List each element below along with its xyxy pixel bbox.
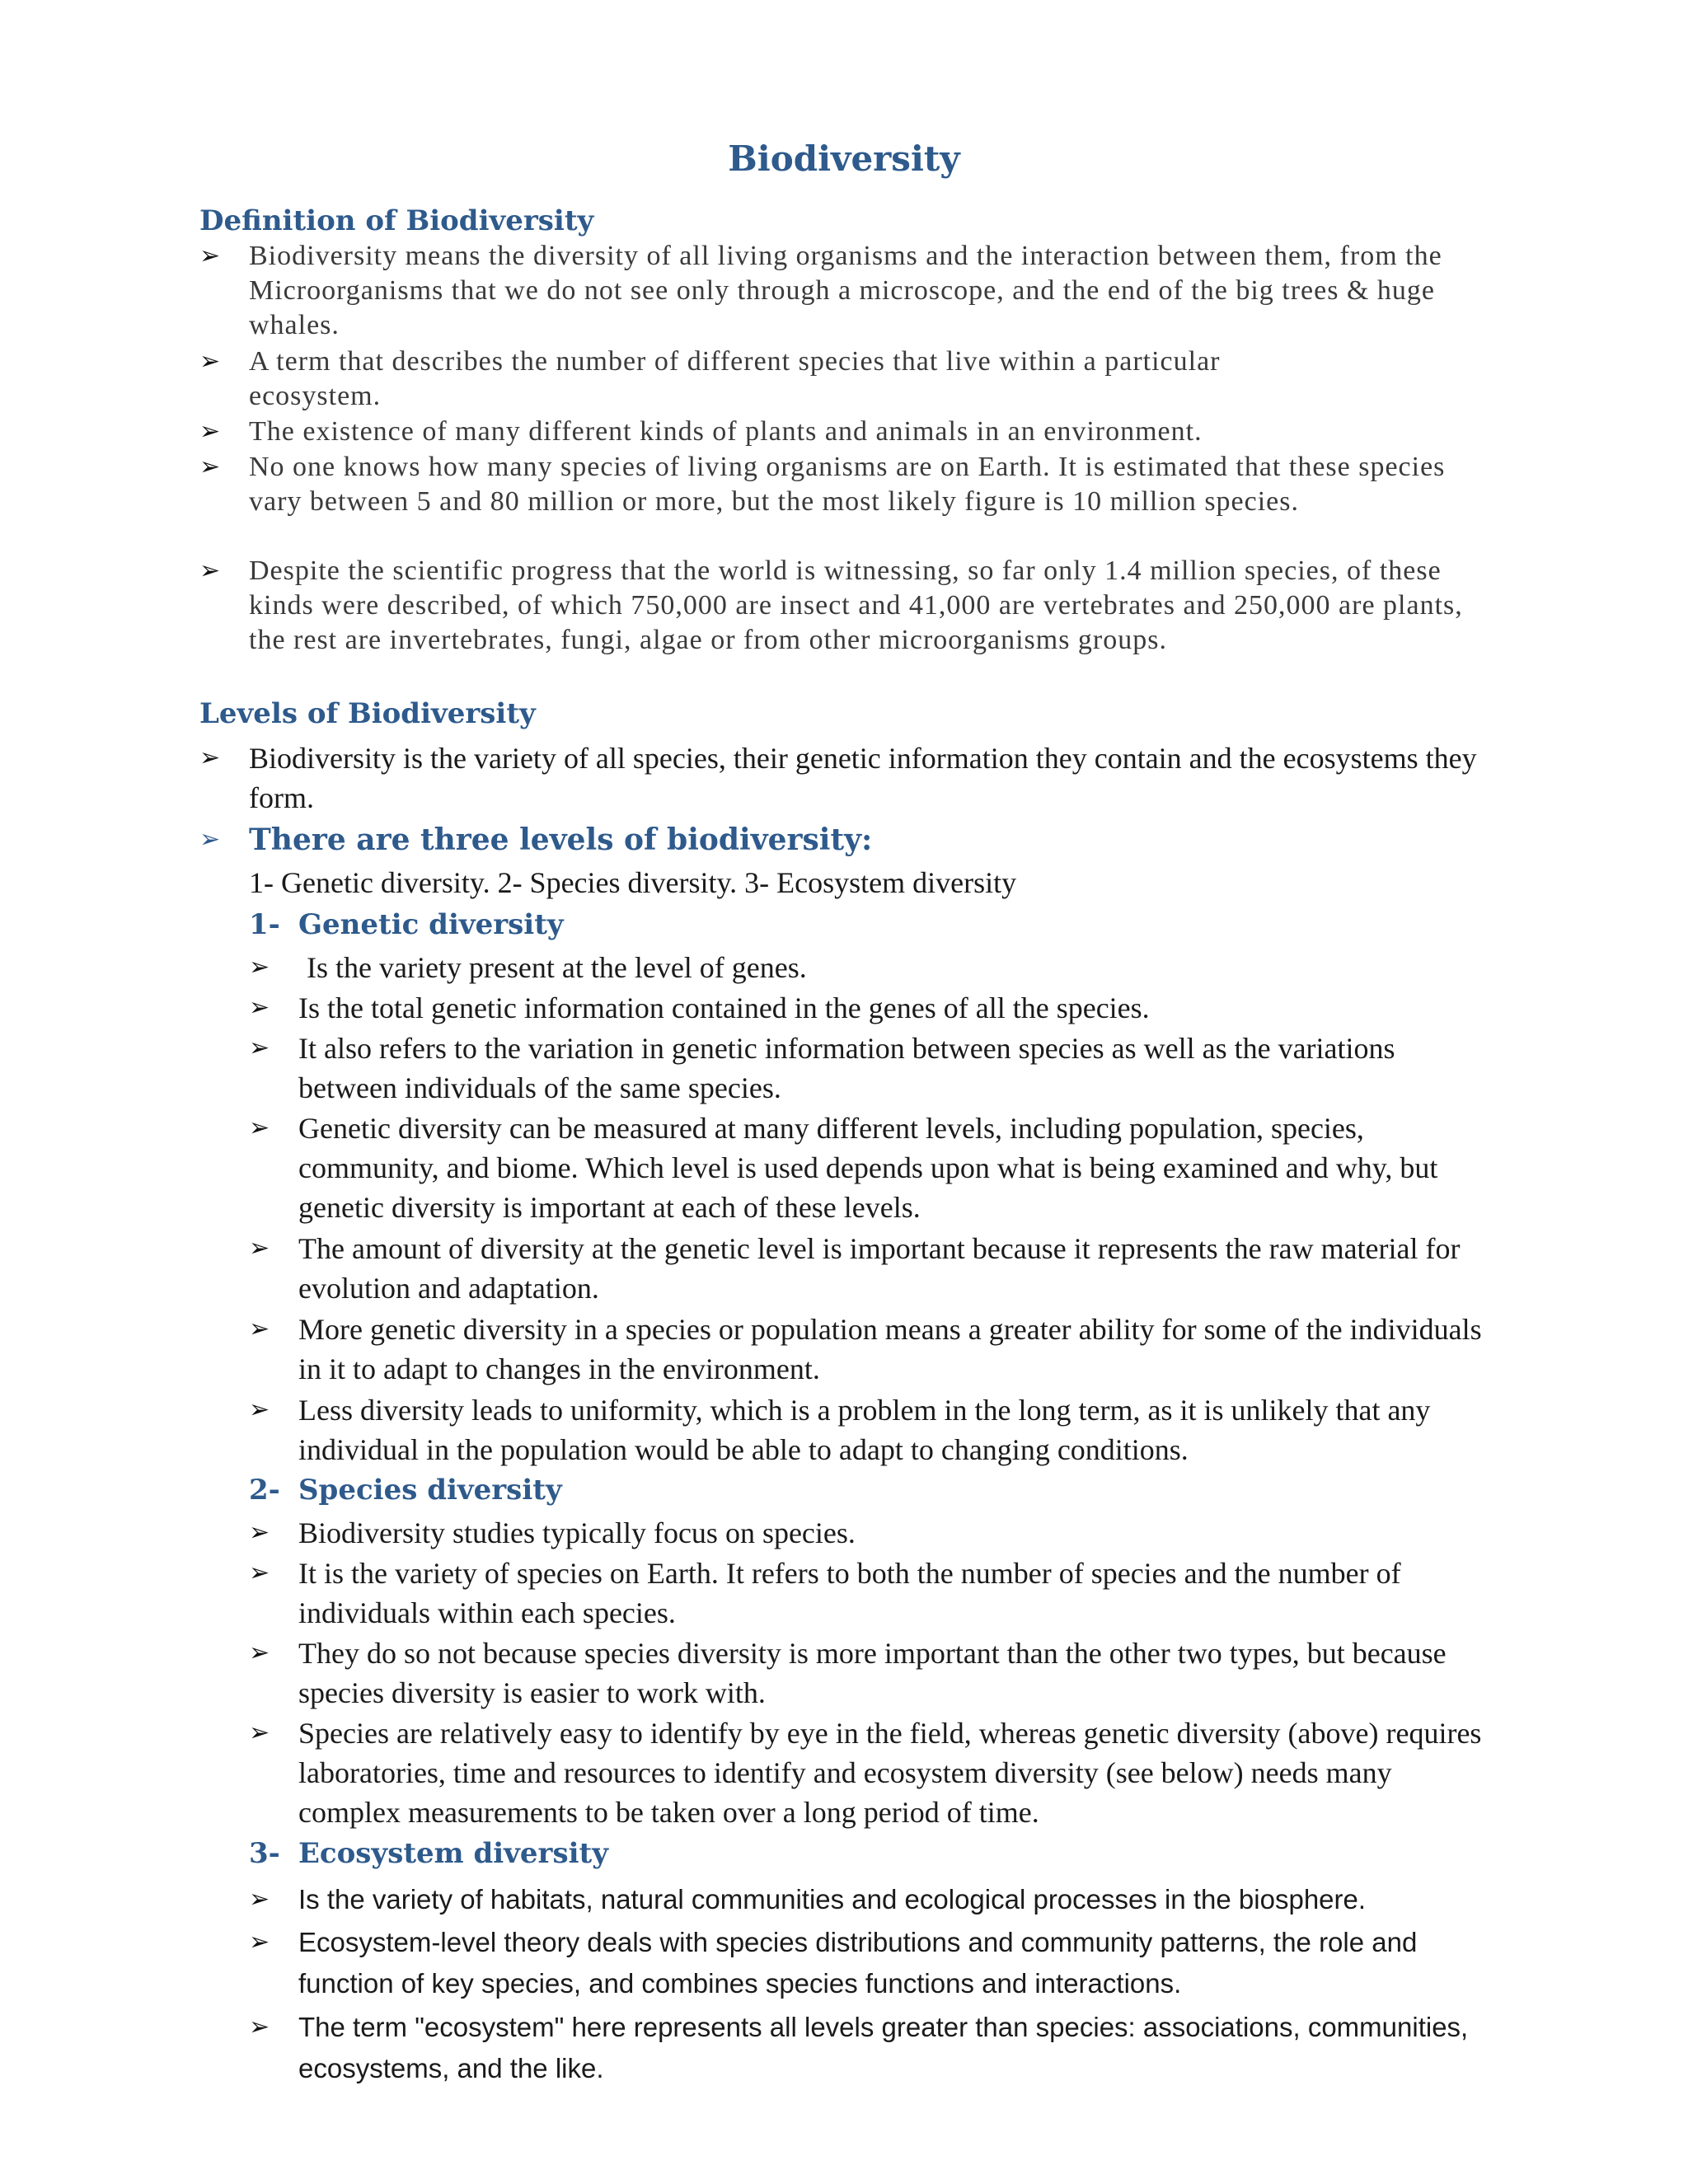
arrow-bullet-icon: ➢ <box>249 953 270 982</box>
bullet-text: Is the variety of habitats, natural communities and ecological processes in the biosphere. <box>298 1884 1367 1915</box>
arrow-bullet-icon: ➢ <box>199 743 221 772</box>
bullet-text: The term "ecosystem" here represents all levels greater than species: associations, communities, ecosystems, and the like. <box>298 2012 1469 2083</box>
arrow-bullet-icon: ➢ <box>199 347 221 376</box>
bullet-text: Is the variety present at the level of genes. <box>307 951 807 984</box>
arrow-bullet-icon: ➢ <box>249 1395 270 1424</box>
bullet-text: The amount of diversity at the genetic level is important because it represents the raw material for evolution and adaptation. <box>298 1232 1461 1305</box>
arrow-bullet-icon: ➢ <box>199 417 221 446</box>
bullet-text: Biodiversity is the variety of all species, their genetic information they contain and the ecosystems they form. <box>249 742 1477 814</box>
arrow-bullet-icon: ➢ <box>249 1113 270 1142</box>
three-levels-list: 1- Genetic diversity. 2- Species diversity. 3- Ecosystem diversity <box>249 866 1017 899</box>
section-title: Ecosystem diversity <box>298 1837 608 1870</box>
arrow-bullet-icon: ➢ <box>199 452 221 481</box>
section-number: 3- <box>249 1837 280 1870</box>
arrow-bullet-icon: ➢ <box>249 1928 270 1957</box>
section-number: 1- <box>249 908 280 941</box>
section-title: Genetic diversity <box>298 908 564 941</box>
arrow-bullet-icon: ➢ <box>249 1885 270 1914</box>
arrow-bullet-icon: ➢ <box>249 1638 270 1667</box>
bullet-text: Biodiversity studies typically focus on species. <box>298 1516 856 1549</box>
bullet-text: Is the total genetic information contained in the genes of all the species. <box>298 991 1150 1024</box>
bullet-text: More genetic diversity in a species or population means a greater ability for some of the individuals in it to adapt to changes in the environment. <box>298 1313 1482 1385</box>
arrow-bullet-icon: ➢ <box>199 556 221 585</box>
arrow-bullet-icon: ➢ <box>249 2013 270 2041</box>
arrow-bullet-icon: ➢ <box>199 825 221 854</box>
arrow-bullet-icon: ➢ <box>199 241 221 270</box>
bullet-text: It also refers to the variation in genetic information between species as well as the variations between individuals of the same species. <box>298 1032 1395 1104</box>
bullet-text: Biodiversity means the diversity of all living organisms and the interaction between them, from the Microorganisms that we do not see only through a microscope, and the end of the big trees & huge whales. <box>249 241 1442 340</box>
arrow-bullet-icon: ➢ <box>249 1518 270 1547</box>
bullet-text: They do so not because species diversity is more important than the other two types, but because species diversity is easier to work with. <box>298 1637 1447 1709</box>
bullet-text: It is the variety of species on Earth. It refers to both the number of species and the number of individuals within each species. <box>298 1557 1401 1629</box>
bullet-text: Despite the scientific progress that the world is witnessing, so far only 1.4 million species, of these kinds were described, of which 750,000 are insect and 41,000 are vertebrates and 250,000 are plants, the rest are invertebrates, fungi, algae or from other microorganisms groups. <box>249 555 1463 655</box>
genetic-heading <box>249 908 564 941</box>
species-heading <box>249 1474 562 1507</box>
arrow-bullet-icon: ➢ <box>249 993 270 1022</box>
arrow-bullet-icon: ➢ <box>249 1234 270 1263</box>
bullet-text: No one knows how many species of living organisms are on Earth. It is estimated that these species vary between 5 and 80 million or more, but the most likely figure is 10 million species. <box>249 452 1446 517</box>
levels-heading: Levels of Biodiversity <box>199 697 536 730</box>
section-title: Species diversity <box>298 1474 562 1507</box>
three-levels-heading: There are three levels of biodiversity: <box>249 823 873 857</box>
bullet-text: Species are relatively easy to identify by eye in the field, whereas genetic diversity (above) requires laboratories, time and resources to identify and ecosystem diversity (see below) needs many complex measurements to be taken over a long period of time. <box>298 1717 1482 1829</box>
arrow-bullet-icon: ➢ <box>249 1558 270 1587</box>
bullet-text: Ecosystem-level theory deals with species distributions and community patterns, the role and function of key species, and combines species functions and interactions. <box>298 1927 1418 1999</box>
bullet-text: Genetic diversity can be measured at many different levels, including population, species, community, and biome. Which level is used depends upon what is being examined and why, but genetic diversity is important at each of these levels. <box>298 1112 1438 1224</box>
arrow-bullet-icon: ➢ <box>249 1718 270 1747</box>
arrow-bullet-icon: ➢ <box>249 1033 270 1062</box>
bullet-text: Less diversity leads to uniformity, which is a problem in the long term, as it is unlikely that any individual in the population would be able to adapt to changing conditions. <box>298 1394 1431 1466</box>
section-number: 2- <box>249 1474 280 1507</box>
arrow-bullet-icon: ➢ <box>249 1315 270 1343</box>
bullet-text: The existence of many different kinds of plants and animals in an environment. <box>249 416 1203 447</box>
bullet-text: A term that describes the number of different species that live within a particular ecosystem. <box>249 346 1221 411</box>
definition-heading: Definition of Biodiversity <box>199 204 594 237</box>
page-title: Biodiversity <box>728 138 960 179</box>
ecosystem-heading <box>249 1837 608 1870</box>
